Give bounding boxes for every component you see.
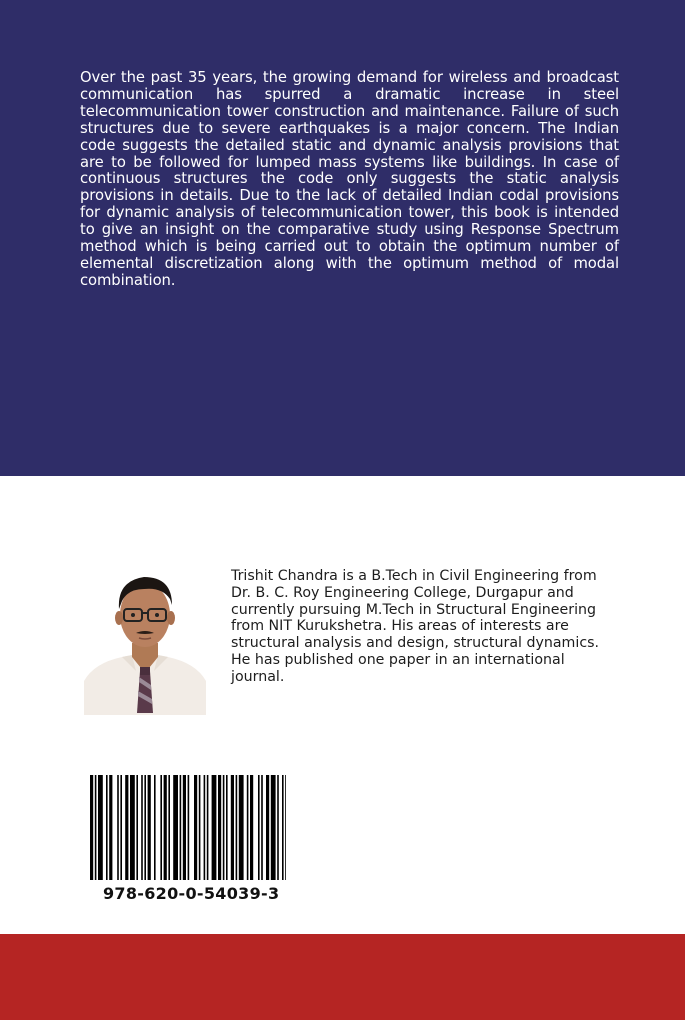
blurb-panel <box>0 0 685 476</box>
bottom-color-band <box>0 934 685 1020</box>
author-photo <box>84 563 206 715</box>
isbn-number: 978-620-0-54039-3 <box>103 884 280 903</box>
author-bio: Trishit Chandra is a B.Tech in Civil Engineering from Dr. B. C. Roy Engineering College, Durgapur and currently pursuing M.Tech in Structural Engineering from NIT Kurukshetra. His areas of interests are structural analysis and design, structural dynamics. He has published one paper in an international journal. <box>231 568 600 685</box>
barcode <box>90 775 286 880</box>
book-blurb: Over the past 35 years, the growing demand for wireless and broadcast communication has spurred a dramatic increase in steel telecommunication tower construction and maintenance. Failure of such structures due to severe earthquakes is a major concern. The Indian code suggests the detailed static and dynamic analysis provisions that are to be followed for lumped mass systems like buildings. In case of continuous structures the code only suggests the static analysis provisions in details. Due to the lack of detailed Indian codal provisions for dynamic analysis of telecommunication tower, this book is intended to give an insight on the comparative study using Response Spectrum method which is being carried out to obtain the optimum number of elemental discretization along with the optimum method of modal combination. <box>80 69 619 289</box>
